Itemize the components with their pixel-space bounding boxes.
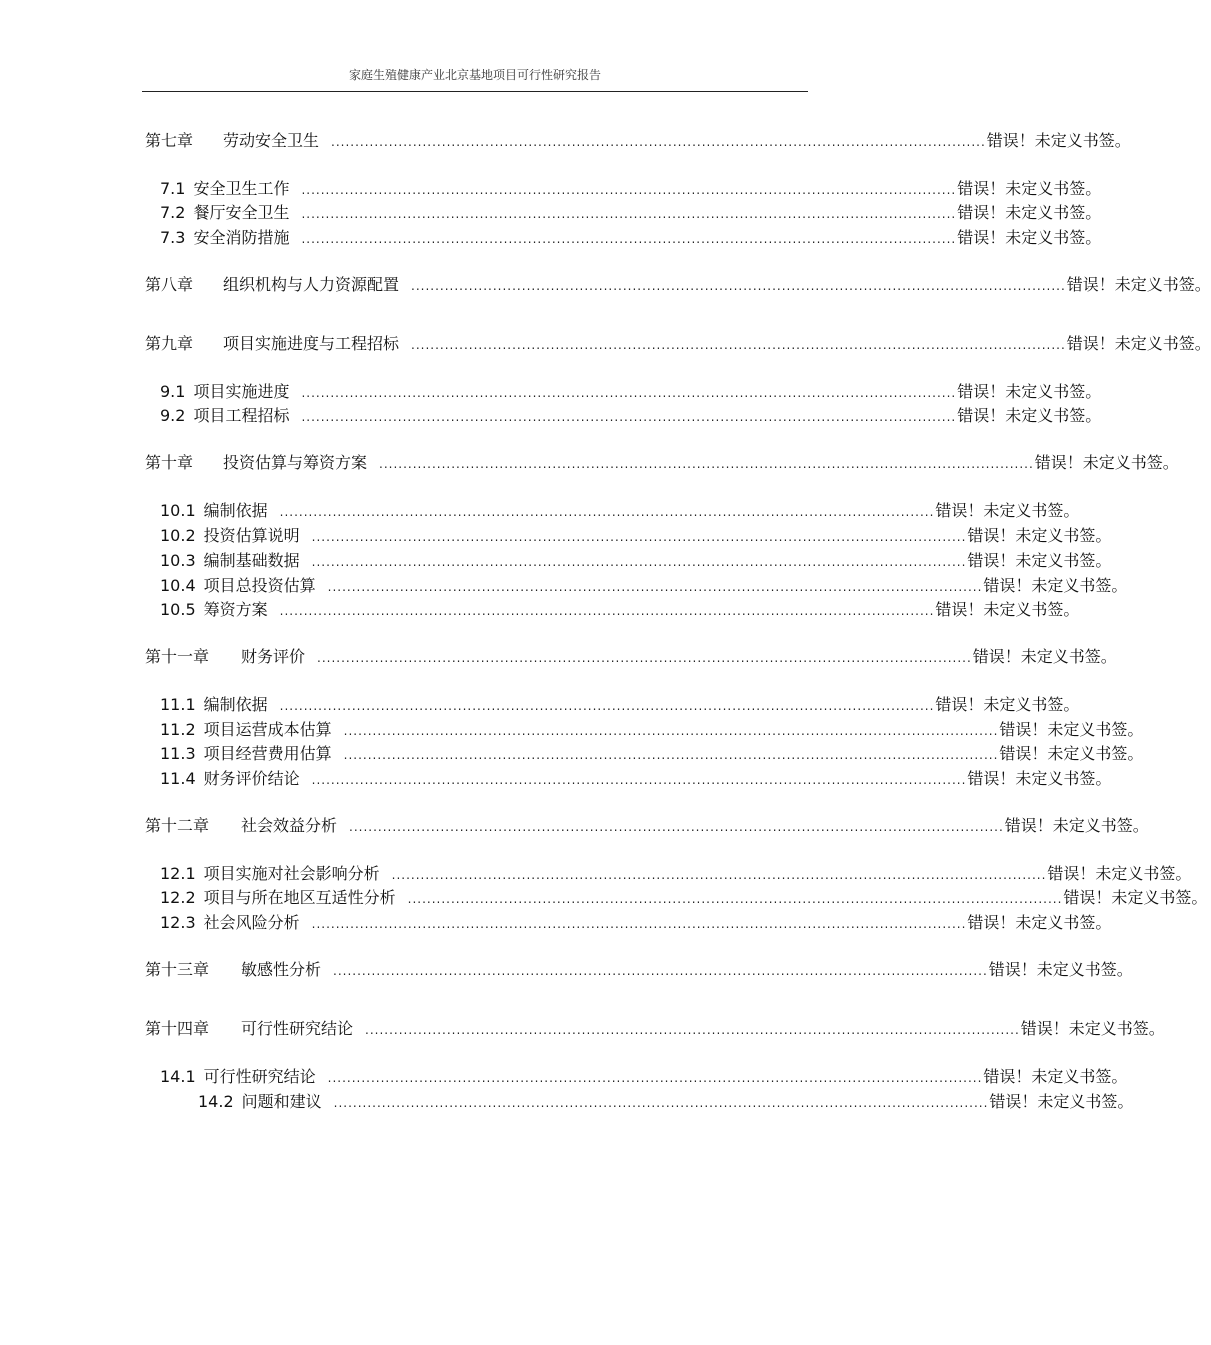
- toc-section-entry[interactable]: [160, 575, 1128, 597]
- toc-entry-ref: 错误！未定义书签。: [988, 960, 1133, 979]
- toc-entry-title: 问题和建议: [241, 1092, 322, 1111]
- toc-entry-number: 12.1: [160, 864, 196, 883]
- toc-entry-ref: 错误！未定义书签。: [935, 695, 1080, 714]
- toc-chapter-entry[interactable]: [145, 959, 1133, 981]
- toc-section-entry[interactable]: [160, 1066, 1128, 1088]
- toc-section-entry[interactable]: [160, 694, 1080, 716]
- toc-leader-dots: ........................................................................................................................................: [279, 505, 935, 519]
- toc-entry-ref: 错误！未定义书签。: [1063, 888, 1208, 907]
- toc-entry-number: 14.1: [160, 1067, 196, 1086]
- toc-leader-dots: ........................................................................................................................................: [407, 892, 1063, 906]
- toc-entry-ref: 错误！未定义书签。: [967, 526, 1112, 545]
- toc-entry-ref: 错误！未定义书签。: [957, 179, 1102, 198]
- toc-leader-dots: ........................................................................................................................................: [301, 207, 957, 221]
- toc-entry-number: 7.2: [160, 203, 186, 222]
- toc-chapter-entry[interactable]: [145, 815, 1149, 837]
- toc-entry-title: 项目实施进度: [193, 382, 290, 401]
- toc-entry-number: 11.1: [160, 695, 196, 714]
- toc-section-entry[interactable]: [160, 863, 1192, 885]
- toc-section-entry[interactable]: [160, 227, 1102, 249]
- toc-leader-dots: ........................................................................................................................................: [301, 410, 957, 424]
- toc-entry-title: 可行性研究结论: [203, 1067, 316, 1086]
- toc-leader-dots: ........................................................................................................................................: [379, 457, 1034, 471]
- toc-entry-title: 社会风险分析: [203, 913, 300, 932]
- toc-entry-ref: 错误！未定义书签。: [999, 720, 1144, 739]
- toc-section-entry[interactable]: [160, 743, 1144, 765]
- toc-entry-title: 编制基础数据: [203, 551, 300, 570]
- toc-chapter-entry[interactable]: [145, 274, 1211, 296]
- toc-entry-title: 项目总投资估算: [203, 576, 316, 595]
- toc-leader-dots: ........................................................................................................................................: [343, 748, 999, 762]
- toc-entry-title: 项目工程招标: [193, 406, 290, 425]
- toc-entry-ref: 错误！未定义书签。: [1020, 1019, 1165, 1038]
- toc-entry-ref: 错误！未定义书签。: [1066, 275, 1211, 294]
- toc-entry-title: 财务评价结论: [203, 769, 300, 788]
- toc-chapter-entry[interactable]: [145, 130, 1131, 152]
- toc-leader-dots: ........................................................................................................................................: [349, 820, 1004, 834]
- toc-section-entry[interactable]: [160, 719, 1144, 741]
- toc-section-entry[interactable]: [160, 178, 1102, 200]
- toc-entry-title: 项目运营成本估算: [203, 720, 332, 739]
- toc-entry-title: 可行性研究结论: [241, 1019, 354, 1038]
- toc-section-entry[interactable]: [160, 599, 1080, 621]
- toc-entry-number: 14.2: [198, 1092, 234, 1111]
- toc-leader-dots: ........................................................................................................................................: [311, 555, 967, 569]
- toc-entry-number: 第十二章: [145, 816, 210, 835]
- toc-leader-dots: ........................................................................................................................................: [333, 964, 988, 978]
- toc-entry-ref: 错误！未定义书签。: [935, 600, 1080, 619]
- toc-entry-ref: 错误！未定义书签。: [935, 501, 1080, 520]
- toc-leader-dots: ........................................................................................................................................: [331, 135, 986, 149]
- toc-entry-number: 10.5: [160, 600, 196, 619]
- toc-leader-dots: ........................................................................................................................................: [333, 1096, 989, 1110]
- toc-chapter-entry[interactable]: [145, 646, 1117, 668]
- toc-leader-dots: ........................................................................................................................................: [311, 773, 967, 787]
- toc-entry-number: 第七章: [145, 131, 194, 150]
- toc-entry-ref: 错误！未定义书签。: [957, 406, 1102, 425]
- toc-entry-title: 社会效益分析: [241, 816, 338, 835]
- toc-entry-number: 第九章: [145, 334, 194, 353]
- toc-entry-ref: 错误！未定义书签。: [983, 1067, 1128, 1086]
- toc-entry-number: 10.4: [160, 576, 196, 595]
- toc-section-entry[interactable]: [160, 405, 1102, 427]
- toc-entry-title: 敏感性分析: [241, 960, 322, 979]
- toc-leader-dots: ........................................................................................................................................: [343, 724, 999, 738]
- toc-leader-dots: ........................................................................................................................................: [301, 386, 957, 400]
- toc-leader-dots: ........................................................................................................................................: [391, 868, 1047, 882]
- toc-leader-dots: ........................................................................................................................................: [327, 1071, 983, 1085]
- toc-section-entry[interactable]: [160, 550, 1112, 572]
- toc-section-entry[interactable]: [198, 1091, 1134, 1113]
- toc-leader-dots: ........................................................................................................................................: [317, 651, 972, 665]
- toc-entry-number: 9.2: [160, 406, 186, 425]
- toc-entry-number: 第十一章: [145, 647, 210, 666]
- toc-section-entry[interactable]: [160, 887, 1208, 909]
- toc-entry-title: 项目实施进度与工程招标: [223, 334, 400, 353]
- toc-entry-title: 财务评价: [241, 647, 306, 666]
- toc-entry-number: 第八章: [145, 275, 194, 294]
- toc-entry-number: 第十三章: [145, 960, 210, 979]
- toc-entry-number: 第十四章: [145, 1019, 210, 1038]
- toc-entry-ref: 错误！未定义书签。: [989, 1092, 1134, 1111]
- toc-entry-ref: 错误！未定义书签。: [1004, 816, 1149, 835]
- toc-section-entry[interactable]: [160, 202, 1102, 224]
- toc-entry-title: 编制依据: [203, 695, 268, 714]
- toc-entry-ref: 错误！未定义书签。: [957, 228, 1102, 247]
- toc-entry-number: 10.3: [160, 551, 196, 570]
- header-divider: [142, 91, 808, 92]
- toc-entry-number: 9.1: [160, 382, 186, 401]
- toc-entry-number: 11.2: [160, 720, 196, 739]
- toc-chapter-entry[interactable]: [145, 452, 1179, 474]
- toc-entry-ref: 错误！未定义书签。: [983, 576, 1128, 595]
- toc-entry-ref: 错误！未定义书签。: [967, 769, 1112, 788]
- toc-entry-number: 11.3: [160, 744, 196, 763]
- toc-section-entry[interactable]: [160, 912, 1112, 934]
- toc-entry-ref: 错误！未定义书签。: [999, 744, 1144, 763]
- toc-section-entry[interactable]: [160, 500, 1080, 522]
- toc-entry-title: 项目经营费用估算: [203, 744, 332, 763]
- toc-leader-dots: ........................................................................................................................................: [301, 232, 957, 246]
- toc-entry-ref: 错误！未定义书签。: [1066, 334, 1211, 353]
- toc-entry-ref: 错误！未定义书签。: [967, 551, 1112, 570]
- toc-leader-dots: ........................................................................................................................................: [279, 699, 935, 713]
- toc-entry-title: 组织机构与人力资源配置: [223, 275, 400, 294]
- toc-entry-number: 11.4: [160, 769, 196, 788]
- toc-chapter-entry[interactable]: [145, 333, 1211, 355]
- toc-entry-number: 10.2: [160, 526, 196, 545]
- toc-chapter-entry[interactable]: [145, 1018, 1165, 1040]
- toc-entry-title: 劳动安全卫生: [223, 131, 320, 150]
- toc-entry-number: 7.1: [160, 179, 186, 198]
- toc-entry-title: 餐厅安全卫生: [193, 203, 290, 222]
- toc-entry-title: 项目实施对社会影响分析: [203, 864, 380, 883]
- page-header-title: 家庭生殖健康产业北京基地项目可行性研究报告: [348, 68, 601, 82]
- toc-leader-dots: ........................................................................................................................................: [365, 1023, 1020, 1037]
- toc-section-entry[interactable]: [160, 525, 1112, 547]
- toc-leader-dots: ........................................................................................................................................: [311, 917, 967, 931]
- toc-leader-dots: ........................................................................................................................................: [327, 580, 983, 594]
- toc-entry-ref: 错误！未定义书签。: [957, 203, 1102, 222]
- toc-section-entry[interactable]: [160, 768, 1112, 790]
- toc-entry-number: 第十章: [145, 453, 194, 472]
- toc-entry-ref: 错误！未定义书签。: [957, 382, 1102, 401]
- toc-entry-title: 项目与所在地区互适性分析: [203, 888, 396, 907]
- toc-entry-ref: 错误！未定义书签。: [1034, 453, 1179, 472]
- toc-leader-dots: ........................................................................................................................................: [311, 530, 967, 544]
- toc-section-entry[interactable]: [160, 381, 1102, 403]
- toc-entry-number: 7.3: [160, 228, 186, 247]
- toc-entry-number: 12.2: [160, 888, 196, 907]
- toc-entry-title: 投资估算与筹资方案: [223, 453, 368, 472]
- toc-leader-dots: ........................................................................................................................................: [301, 183, 957, 197]
- toc-entry-title: 编制依据: [203, 501, 268, 520]
- toc-entry-title: 投资估算说明: [203, 526, 300, 545]
- toc-leader-dots: ........................................................................................................................................: [411, 279, 1066, 293]
- toc-leader-dots: ........................................................................................................................................: [279, 604, 935, 618]
- toc-entry-title: 安全消防措施: [193, 228, 290, 247]
- toc-entry-title: 筹资方案: [203, 600, 268, 619]
- toc-entry-ref: 错误！未定义书签。: [967, 913, 1112, 932]
- toc-entry-ref: 错误！未定义书签。: [972, 647, 1117, 666]
- toc-entry-number: 10.1: [160, 501, 196, 520]
- toc-leader-dots: ........................................................................................................................................: [411, 338, 1066, 352]
- toc-entry-title: 安全卫生工作: [193, 179, 290, 198]
- toc-entry-ref: 错误！未定义书签。: [986, 131, 1131, 150]
- toc-entry-number: 12.3: [160, 913, 196, 932]
- toc-entry-ref: 错误！未定义书签。: [1047, 864, 1192, 883]
